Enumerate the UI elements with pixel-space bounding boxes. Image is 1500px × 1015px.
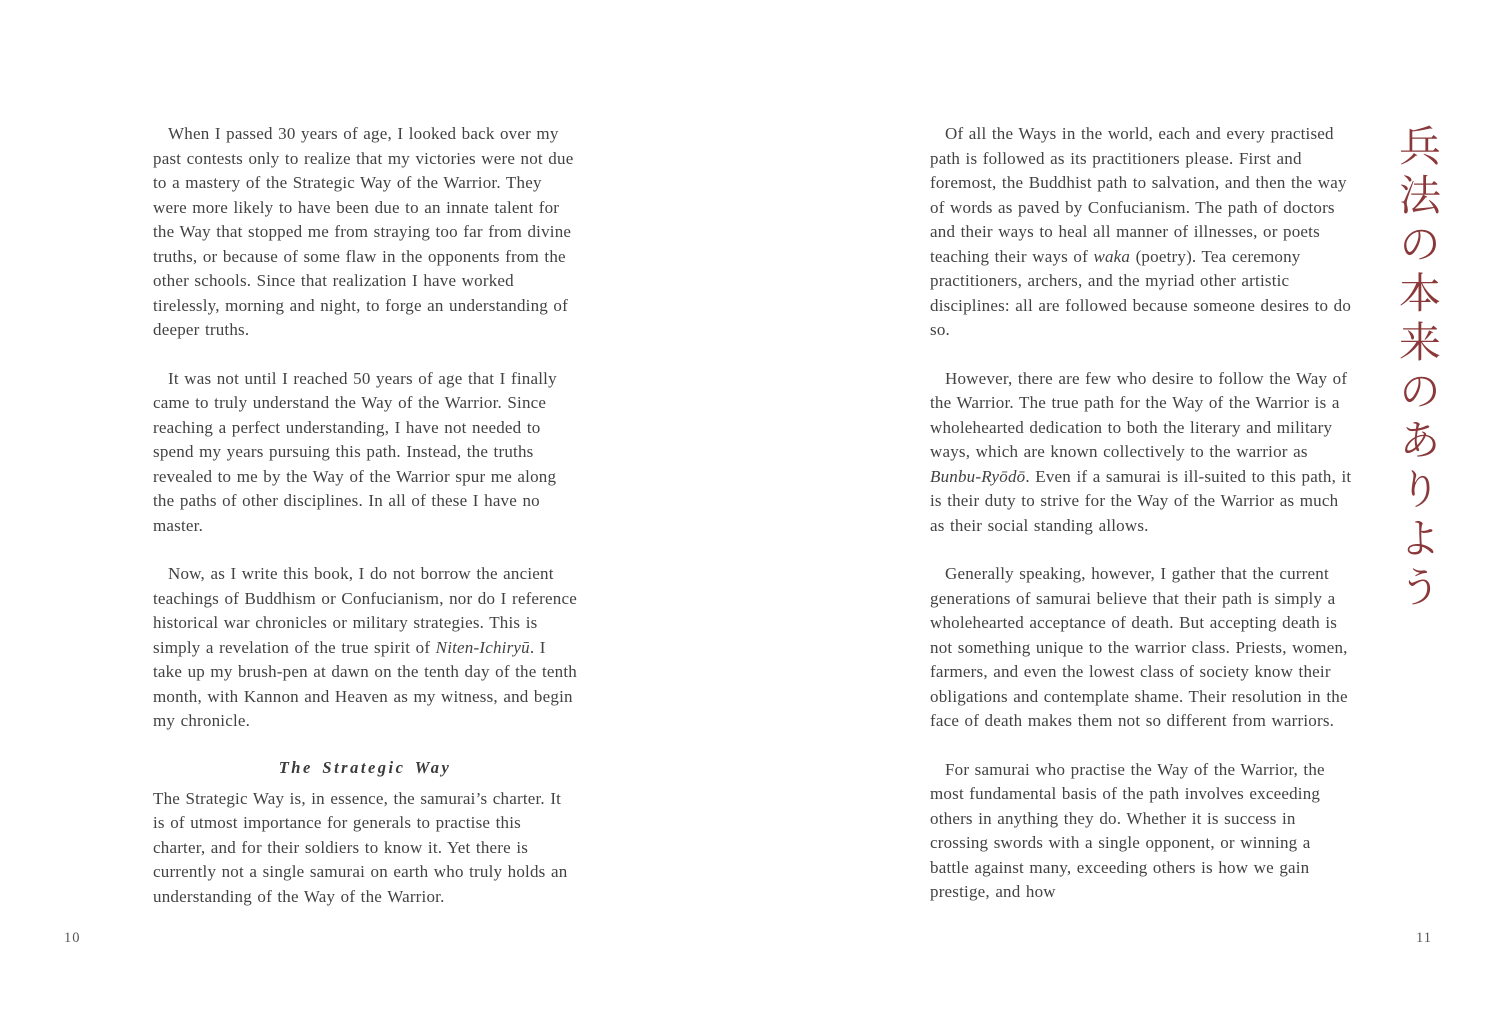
italic-term: waka xyxy=(1093,246,1131,266)
text-run: Generally speaking, however, I gather that the current generations of samurai believe that their path is simply a wholehearted acceptance of death. But accepting death is not something unique to the warrior class. Priests, women, farmers, and even the lowest class of society know their obligations and contemplate shame. Their resolution in the face of death makes them not so different from warriors. xyxy=(930,564,1348,730)
paragraph xyxy=(930,122,1354,343)
paragraph xyxy=(930,562,1354,734)
text-run: Of all the Ways in the world, each and every practised path is followed as its practitioners please. First and foremost, the Buddhist path to salvation, and then the way of words as paved by Confucianism. The path of doctors and their ways to heal all manner of illnesses, or poets teaching their ways of xyxy=(930,124,1347,266)
section-heading: The Strategic Way xyxy=(278,757,452,777)
italic-term: Niten-Ichiryū xyxy=(435,637,530,657)
right-page-text-column xyxy=(930,122,1354,929)
paragraph xyxy=(153,787,577,910)
text-run: For samurai who practise the Way of the Warrior, the most fundamental basis of the path involves exceeding others in anything they do. Whether it is success in crossing swords with a single opponent, or winning a battle against many, exceeding others is how we gain prestige, and how xyxy=(930,759,1325,901)
paragraph xyxy=(153,562,577,734)
page-number-right: 11 xyxy=(1416,930,1432,946)
paragraph xyxy=(153,122,577,343)
chapter-title-japanese-vertical: 兵法の本来のありよう xyxy=(1393,124,1439,614)
text-run: However, there are few who desire to follow the Way of the Warrior. The true path for the Way of the Warrior is a wholehearted dedication to both the literary and military ways, which are known collectively to the warrior as xyxy=(930,368,1348,461)
text-run: . I take up my brush-pen at dawn on the tenth day of the tenth month, with Kannon and Heaven as my witness, and begin my chronicle. xyxy=(153,637,577,730)
left-page-text-column xyxy=(153,122,577,933)
paragraph xyxy=(930,367,1354,539)
paragraph xyxy=(930,758,1354,905)
text-run: The Strategic Way is, in essence, the samurai’s charter. It is of utmost importance for generals to practise this charter, and for their soldiers to know it. Yet there is currently not a single samurai on earth who truly holds an understanding of the Way of the Warrior. xyxy=(153,788,568,906)
text-run: It was not until I reached 50 years of age that I finally came to truly understand the Way of the Warrior. Since reaching a perfect understanding, I have not needed to spend my years pursuing this path. Instead, the truths revealed to me by the Way of the Warrior spur me along the paths of other disciplines. In all of these I have no master. xyxy=(153,368,557,535)
text-run: When I passed 30 years of age, I looked back over my past contests only to realize that my victories were not due to a mastery of the Strategic Way of the Warrior. They were more likely to have been due to an innate talent for the Way that stopped me from straying too far from divine truths, or because of some flaw in the opponents from the other schools. Since that realization I have worked tirelessly, morning and night, to forge an understanding of deeper truths. xyxy=(153,124,574,339)
page-number-left: 10 xyxy=(64,930,81,946)
text-run: (poetry). Tea ceremony practitioners, archers, and the myriad other artistic disciplines: all are followed because someone desires to do so. xyxy=(930,246,1352,339)
italic-term: Bunbu-Ryōdō xyxy=(930,466,1026,486)
text-run: . Even if a samurai is ill-suited to this path, it is their duty to strive for the Way of the Warrior as much as their social standing allows. xyxy=(930,466,1352,535)
text-run: Now, as I write this book, I do not borrow the ancient teachings of Buddhism or Confucianism, nor do I reference historical war chronicles or military strategies. This is simply a revelation of the true spirit of xyxy=(153,564,577,657)
paragraph xyxy=(153,367,577,539)
